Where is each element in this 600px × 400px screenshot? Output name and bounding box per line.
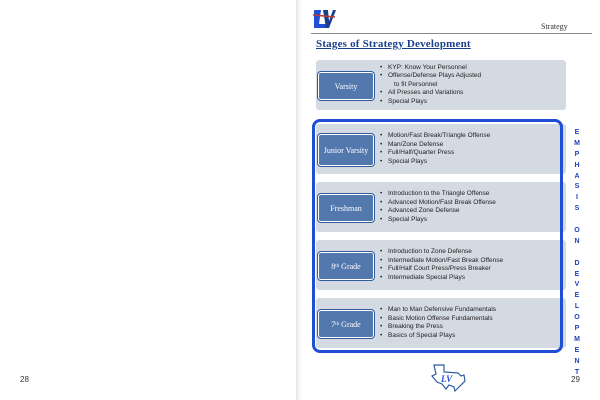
bullet-item: • KYP: Know Your Personnel (380, 64, 560, 73)
grade-number: 8 (331, 261, 336, 271)
bullet-item: • Breaking the Press (380, 323, 560, 332)
emphasis-frame (312, 119, 563, 353)
emphasis-letter: O (574, 227, 580, 235)
bullet-item: • Man to Man Defensive Fundamentals (380, 306, 560, 315)
bullet-item: • Basics of Special Plays (380, 332, 560, 341)
emphasis-on-development-label (570, 128, 584, 378)
stage-bullets-varsity (380, 62, 560, 108)
stage-label-varsity: Varsity (318, 72, 374, 100)
emphasis-letter: A (574, 172, 580, 180)
emphasis-letter: N (574, 357, 580, 365)
bullet-item: • Full/Half/Quarter Press (380, 149, 560, 158)
emphasis-letter: O (574, 314, 580, 322)
grade-suffix: th (335, 263, 340, 269)
lv-logo-icon (311, 6, 337, 32)
emphasis-letter: V (574, 281, 580, 289)
page-title: Stages of Strategy Development (316, 38, 471, 50)
page-gutter (296, 0, 302, 400)
bullet-item: • Advanced Zone Defense (380, 207, 560, 216)
emphasis-letter: E (574, 270, 580, 278)
bullet-item: • Special Plays (380, 98, 560, 107)
emphasis-letter: P (574, 325, 580, 333)
bullet-item: • Basic Motion Offense Fundamentals (380, 315, 560, 324)
emphasis-letter: N (574, 237, 580, 245)
bullet-item: • All Presses and Variations (380, 89, 560, 98)
emphasis-letter: H (574, 161, 580, 169)
texas-lv-logo-icon (428, 362, 468, 394)
emphasis-letter: E (574, 292, 580, 300)
bullet-item: • Advanced Motion/Fast Break Offense (380, 199, 560, 208)
bullet-item: • Intermediate Motion/Fast Break Offense (380, 257, 560, 266)
bullet-item: • Special Plays (380, 216, 560, 225)
emphasis-letter: M (574, 335, 580, 343)
bullet-item: • Introduction to the Triangle Offense (380, 190, 560, 199)
bullet-item: • Full/Half Court Press/Press Breaker (380, 265, 560, 274)
emphasis-letter: E (574, 346, 580, 354)
emphasis-letter: T (574, 368, 580, 376)
header-rule (311, 33, 592, 34)
bullet-item: • Special Plays (380, 158, 560, 167)
emphasis-letter (570, 248, 584, 259)
grade-word: Grade (339, 261, 361, 271)
left-page (0, 0, 296, 400)
emphasis-letter: S (574, 183, 580, 191)
grade-number: 7 (331, 319, 336, 329)
emphasis-letter: S (574, 205, 580, 213)
svg-text:LV: LV (441, 374, 453, 384)
stage-row-varsity (316, 60, 566, 110)
bullet-item: • Man/Zone Defense (380, 141, 560, 150)
emphasis-letter: E (574, 129, 580, 136)
bullet-item: • Motion/Fast Break/Triangle Offense (380, 132, 560, 141)
emphasis-letter: L (574, 303, 580, 311)
bullet-item: • Introduction to Zone Defense (380, 248, 560, 257)
bullet-item: • Offense/Defense Plays Adjusted (380, 72, 560, 81)
bullet-continuation (380, 81, 560, 90)
emphasis-letter: P (574, 150, 580, 158)
stage-label-freshman: Freshman (318, 194, 374, 222)
grade-suffix: th (335, 321, 340, 327)
right-page-number: 29 (571, 375, 580, 384)
section-label: Strategy (541, 22, 568, 31)
bullet-item: • Intermediate Special Plays (380, 274, 560, 283)
grade-word: Grade (339, 319, 361, 329)
bullet-continuation-text: to fit Personnel (394, 80, 438, 88)
emphasis-letter: I (576, 194, 578, 202)
emphasis-letter (570, 215, 584, 226)
emphasis-letter: M (574, 139, 580, 147)
stage-label-junior-varsity: Junior Varsity (318, 134, 374, 166)
emphasis-letter: D (574, 259, 580, 267)
left-page-number: 28 (20, 375, 29, 384)
